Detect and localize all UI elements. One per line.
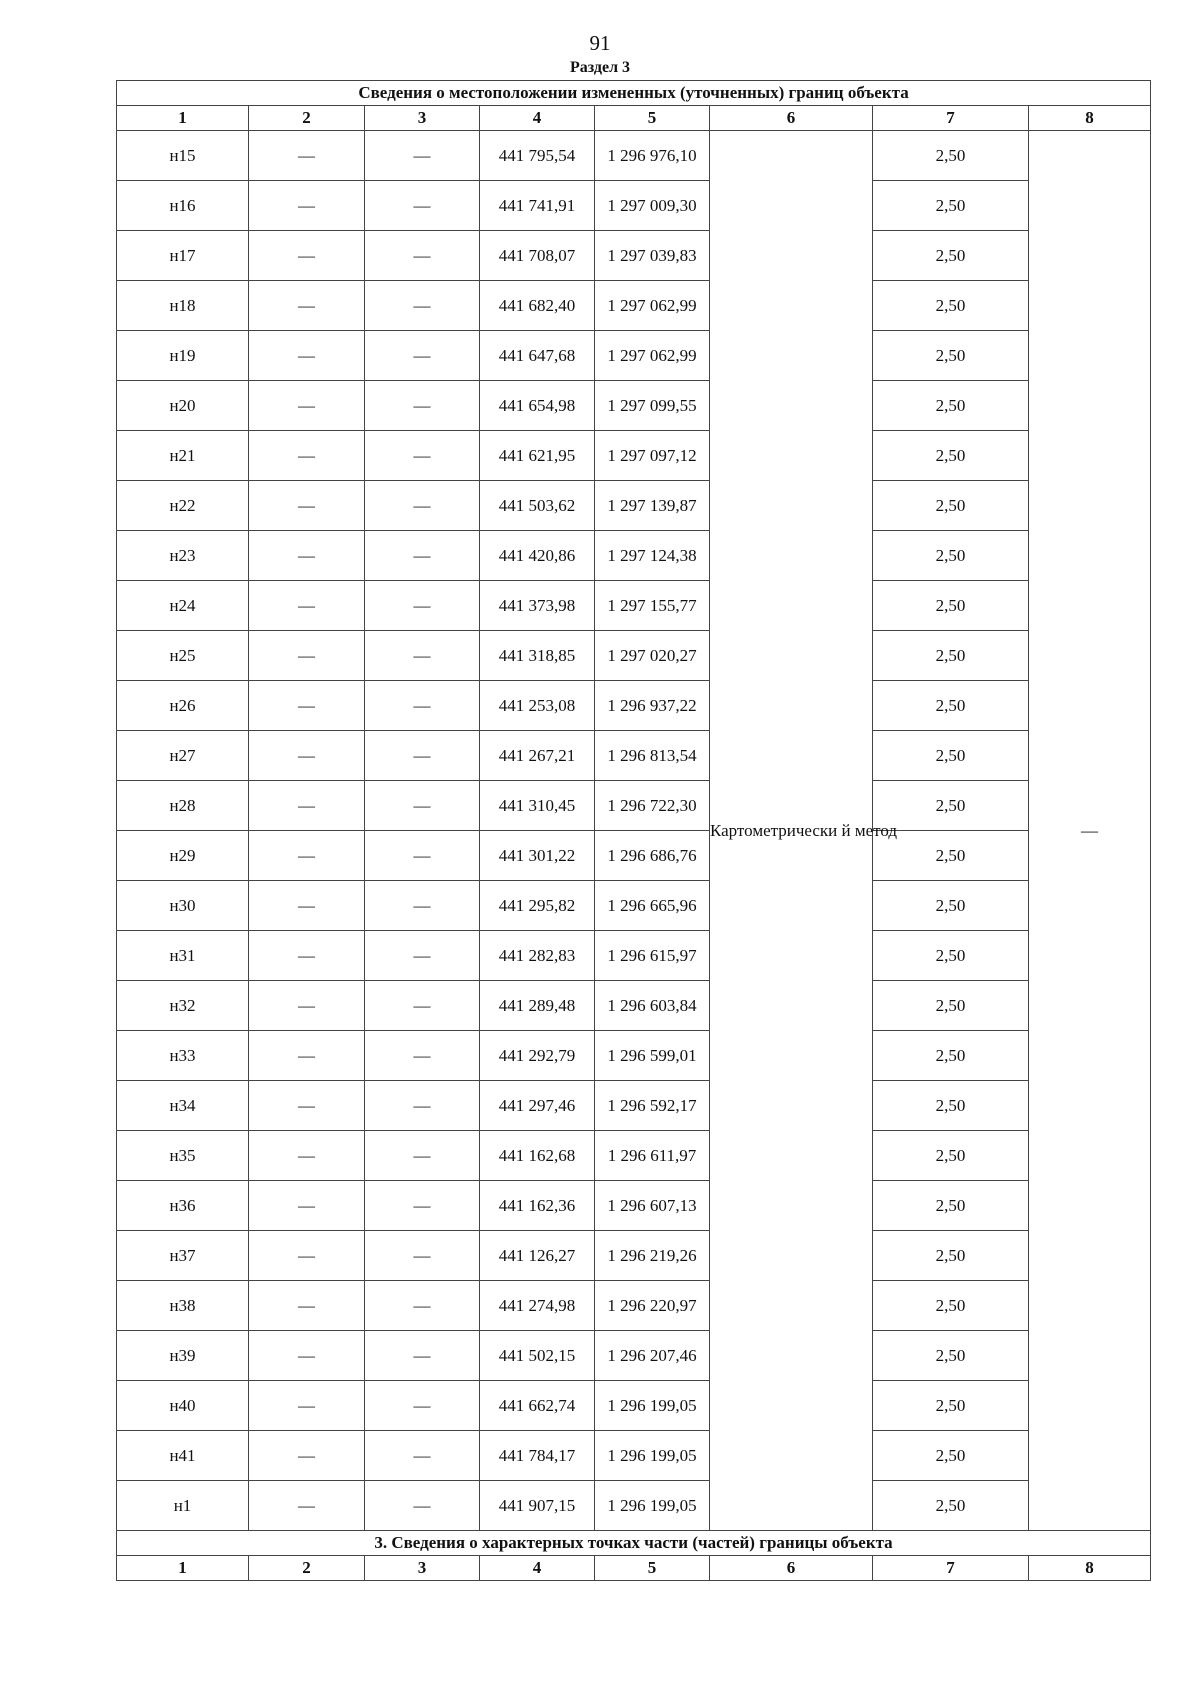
- column-3-value: —: [365, 931, 480, 981]
- coordinate-y: 1 296 207,46: [595, 1331, 710, 1381]
- method-cell: Картометрически й метод: [710, 131, 873, 1531]
- coordinate-x: 441 162,36: [480, 1181, 595, 1231]
- point-name: н1: [117, 1481, 249, 1531]
- coordinate-y: 1 296 665,96: [595, 881, 710, 931]
- column-number-6: 6: [710, 106, 873, 131]
- coordinate-x: 441 318,85: [480, 631, 595, 681]
- column-3-value: —: [365, 1381, 480, 1431]
- column-2-value: —: [249, 1081, 365, 1131]
- accuracy-value: 2,50: [873, 731, 1029, 781]
- column-3-value: —: [365, 631, 480, 681]
- column-2-value: —: [249, 1381, 365, 1431]
- table-row: [117, 381, 1151, 431]
- table-row: [117, 1281, 1151, 1331]
- accuracy-value: 2,50: [873, 181, 1029, 231]
- column-3-value: —: [365, 1031, 480, 1081]
- column-number-7: 7: [873, 106, 1029, 131]
- coordinate-x: 441 662,74: [480, 1381, 595, 1431]
- point-name: н23: [117, 531, 249, 581]
- coordinate-x: 441 289,48: [480, 981, 595, 1031]
- coordinate-x: 441 253,08: [480, 681, 595, 731]
- column-2-value: —: [249, 1331, 365, 1381]
- table-row: [117, 831, 1151, 881]
- coordinate-y: 1 296 199,05: [595, 1431, 710, 1481]
- coordinate-x: 441 310,45: [480, 781, 595, 831]
- accuracy-value: 2,50: [873, 681, 1029, 731]
- table-row: [117, 731, 1151, 781]
- coordinate-x: 441 741,91: [480, 181, 595, 231]
- table-row: [117, 781, 1151, 831]
- coordinate-y: 1 296 199,05: [595, 1481, 710, 1531]
- table-row: [117, 1181, 1151, 1231]
- coordinate-x: 441 502,15: [480, 1331, 595, 1381]
- coordinate-y: 1 296 813,54: [595, 731, 710, 781]
- coordinate-x: 441 292,79: [480, 1031, 595, 1081]
- point-name: н38: [117, 1281, 249, 1331]
- table-banner-row: [117, 81, 1151, 106]
- column-2-value: —: [249, 231, 365, 281]
- accuracy-value: 2,50: [873, 981, 1029, 1031]
- coordinate-y: 1 297 155,77: [595, 581, 710, 631]
- table-row: [117, 581, 1151, 631]
- next-column-number-4: 4: [480, 1556, 595, 1581]
- coordinate-y: 1 297 039,83: [595, 231, 710, 281]
- column-3-value: —: [365, 181, 480, 231]
- table-row: [117, 1431, 1151, 1481]
- point-name: н27: [117, 731, 249, 781]
- column-2-value: —: [249, 881, 365, 931]
- coordinate-y: 1 296 219,26: [595, 1231, 710, 1281]
- table-row: [117, 181, 1151, 231]
- coordinate-x: 441 126,27: [480, 1231, 595, 1281]
- coordinate-x: 441 274,98: [480, 1281, 595, 1331]
- coordinate-x: 441 373,98: [480, 581, 595, 631]
- point-name: н19: [117, 331, 249, 381]
- column-2-value: —: [249, 481, 365, 531]
- column-number-3: 3: [365, 106, 480, 131]
- accuracy-value: 2,50: [873, 231, 1029, 281]
- coordinate-y: 1 296 607,13: [595, 1181, 710, 1231]
- coordinate-y: 1 297 139,87: [595, 481, 710, 531]
- next-section-banner-row: [117, 1531, 1151, 1556]
- column-2-value: —: [249, 631, 365, 681]
- accuracy-value: 2,50: [873, 1381, 1029, 1431]
- coordinate-y: 1 296 592,17: [595, 1081, 710, 1131]
- coordinate-y: 1 297 062,99: [595, 331, 710, 381]
- coordinate-y: 1 297 099,55: [595, 381, 710, 431]
- coordinate-y: 1 296 603,84: [595, 981, 710, 1031]
- table-row: [117, 981, 1151, 1031]
- column-2-value: —: [249, 281, 365, 331]
- coordinate-y: 1 296 611,97: [595, 1131, 710, 1181]
- accuracy-value: 2,50: [873, 1181, 1029, 1231]
- column-2-value: —: [249, 731, 365, 781]
- column-3-value: —: [365, 431, 480, 481]
- coordinate-y: 1 297 020,27: [595, 631, 710, 681]
- coordinate-y: 1 296 686,76: [595, 831, 710, 881]
- column-2-value: —: [249, 781, 365, 831]
- accuracy-value: 2,50: [873, 1331, 1029, 1381]
- column-2-value: —: [249, 331, 365, 381]
- point-name: н37: [117, 1231, 249, 1281]
- column-3-value: —: [365, 1131, 480, 1181]
- column-3-value: —: [365, 1231, 480, 1281]
- table-row: [117, 481, 1151, 531]
- table-banner: Сведения о местоположении измененных (уточненных) границ объекта: [117, 81, 1151, 106]
- coordinate-x: 441 162,68: [480, 1131, 595, 1181]
- table-row: [117, 1131, 1151, 1181]
- column-number-2: 2: [249, 106, 365, 131]
- point-name: н39: [117, 1331, 249, 1381]
- point-name: н18: [117, 281, 249, 331]
- table-row: [117, 1481, 1151, 1531]
- coordinate-y: 1 297 097,12: [595, 431, 710, 481]
- coordinate-y: 1 297 009,30: [595, 181, 710, 231]
- coordinate-x: 441 297,46: [480, 1081, 595, 1131]
- column-2-value: —: [249, 1131, 365, 1181]
- accuracy-value: 2,50: [873, 1431, 1029, 1481]
- coordinate-x: 441 282,83: [480, 931, 595, 981]
- column-3-value: —: [365, 231, 480, 281]
- point-name: н41: [117, 1431, 249, 1481]
- point-name: н21: [117, 431, 249, 481]
- column-number-4: 4: [480, 106, 595, 131]
- next-section-column-number-row: [117, 1556, 1151, 1581]
- column-3-value: —: [365, 481, 480, 531]
- accuracy-value: 2,50: [873, 1481, 1029, 1531]
- coordinate-x: 441 295,82: [480, 881, 595, 931]
- accuracy-value: 2,50: [873, 931, 1029, 981]
- column-2-value: —: [249, 531, 365, 581]
- column-2-value: —: [249, 581, 365, 631]
- next-column-number-5: 5: [595, 1556, 710, 1581]
- coordinate-x: 441 647,68: [480, 331, 595, 381]
- coordinate-x: 441 795,54: [480, 131, 595, 181]
- point-name: н31: [117, 931, 249, 981]
- point-name: н36: [117, 1181, 249, 1231]
- column-2-value: —: [249, 681, 365, 731]
- table-row: [117, 1081, 1151, 1131]
- page-number: 91: [589, 31, 611, 55]
- next-column-number-2: 2: [249, 1556, 365, 1581]
- coordinate-y: 1 297 062,99: [595, 281, 710, 331]
- column-2-value: —: [249, 181, 365, 231]
- point-name: н24: [117, 581, 249, 631]
- column-3-value: —: [365, 531, 480, 581]
- accuracy-value: 2,50: [873, 281, 1029, 331]
- table-row: [117, 131, 1151, 181]
- point-name: н26: [117, 681, 249, 731]
- column-3-value: —: [365, 1181, 480, 1231]
- next-column-number-6: 6: [710, 1556, 873, 1581]
- accuracy-value: 2,50: [873, 431, 1029, 481]
- point-name: н25: [117, 631, 249, 681]
- coordinate-y: 1 296 937,22: [595, 681, 710, 731]
- next-column-number-8: 8: [1029, 1556, 1151, 1581]
- column-3-value: —: [365, 881, 480, 931]
- coordinate-x: 441 784,17: [480, 1431, 595, 1481]
- coordinate-x: 441 654,98: [480, 381, 595, 431]
- coordinate-x: 441 708,07: [480, 231, 595, 281]
- coordinate-x: 441 682,40: [480, 281, 595, 331]
- accuracy-value: 2,50: [873, 331, 1029, 381]
- table-row: [117, 631, 1151, 681]
- coordinate-y: 1 296 220,97: [595, 1281, 710, 1331]
- point-name: н35: [117, 1131, 249, 1181]
- column-number-1: 1: [117, 106, 249, 131]
- column-3-value: —: [365, 1331, 480, 1381]
- coordinate-y: 1 296 722,30: [595, 781, 710, 831]
- coordinate-y: 1 296 599,01: [595, 1031, 710, 1081]
- column-2-value: —: [249, 981, 365, 1031]
- next-column-number-3: 3: [365, 1556, 480, 1581]
- boundary-table: [116, 80, 1151, 1581]
- coordinate-x: 441 907,15: [480, 1481, 595, 1531]
- accuracy-value: 2,50: [873, 831, 1029, 881]
- column-number-row: [117, 106, 1151, 131]
- column-3-value: —: [365, 581, 480, 631]
- column-3-value: —: [365, 1081, 480, 1131]
- next-column-number-1: 1: [117, 1556, 249, 1581]
- accuracy-value: 2,50: [873, 531, 1029, 581]
- accuracy-value: 2,50: [873, 481, 1029, 531]
- column-2-value: —: [249, 1181, 365, 1231]
- table-row: [117, 1381, 1151, 1431]
- column-2-value: —: [249, 1281, 365, 1331]
- accuracy-value: 2,50: [873, 1131, 1029, 1181]
- column-2-value: —: [249, 931, 365, 981]
- accuracy-value: 2,50: [873, 1081, 1029, 1131]
- table-row: [117, 681, 1151, 731]
- column-2-value: —: [249, 1481, 365, 1531]
- table-body: [117, 81, 1151, 1581]
- accuracy-value: 2,50: [873, 381, 1029, 431]
- column-3-value: —: [365, 981, 480, 1031]
- point-name: н20: [117, 381, 249, 431]
- accuracy-value: 2,50: [873, 881, 1029, 931]
- table-row: [117, 281, 1151, 331]
- point-name: н32: [117, 981, 249, 1031]
- table-row: [117, 231, 1151, 281]
- accuracy-value: 2,50: [873, 631, 1029, 681]
- column-3-value: —: [365, 681, 480, 731]
- table-row: [117, 1231, 1151, 1281]
- accuracy-value: 2,50: [873, 1031, 1029, 1081]
- column-2-value: —: [249, 1431, 365, 1481]
- coordinate-y: 1 297 124,38: [595, 531, 710, 581]
- column-3-value: —: [365, 831, 480, 881]
- column-3-value: —: [365, 781, 480, 831]
- column-3-value: —: [365, 331, 480, 381]
- section-title: Раздел 3: [569, 59, 631, 76]
- column-number-5: 5: [595, 106, 710, 131]
- column-2-value: —: [249, 831, 365, 881]
- point-name: н16: [117, 181, 249, 231]
- column-2-value: —: [249, 381, 365, 431]
- table-row: [117, 881, 1151, 931]
- coordinate-x: 441 621,95: [480, 431, 595, 481]
- accuracy-value: 2,50: [873, 131, 1029, 181]
- column-3-value: —: [365, 381, 480, 431]
- point-name: н15: [117, 131, 249, 181]
- column-3-value: —: [365, 1431, 480, 1481]
- table-row: [117, 531, 1151, 581]
- accuracy-value: 2,50: [873, 1231, 1029, 1281]
- point-name: н22: [117, 481, 249, 531]
- column-number-8: 8: [1029, 106, 1151, 131]
- point-name: н17: [117, 231, 249, 281]
- column-2-value: —: [249, 1031, 365, 1081]
- point-name: н40: [117, 1381, 249, 1431]
- column-3-value: —: [365, 281, 480, 331]
- point-name: н29: [117, 831, 249, 881]
- table-row: [117, 1331, 1151, 1381]
- column-2-value: —: [249, 431, 365, 481]
- column-8-value: —: [1029, 131, 1151, 1531]
- coordinate-y: 1 296 976,10: [595, 131, 710, 181]
- accuracy-value: 2,50: [873, 781, 1029, 831]
- table-row: [117, 931, 1151, 981]
- next-section-banner: 3. Сведения о характерных точках части (частей) границы объекта: [117, 1531, 1151, 1556]
- table-row: [117, 331, 1151, 381]
- coordinate-x: 441 420,86: [480, 531, 595, 581]
- column-2-value: —: [249, 131, 365, 181]
- point-name: н30: [117, 881, 249, 931]
- coordinate-y: 1 296 615,97: [595, 931, 710, 981]
- accuracy-value: 2,50: [873, 1281, 1029, 1331]
- coordinate-x: 441 301,22: [480, 831, 595, 881]
- coordinate-x: 441 503,62: [480, 481, 595, 531]
- table-row: [117, 431, 1151, 481]
- column-2-value: —: [249, 1231, 365, 1281]
- column-3-value: —: [365, 731, 480, 781]
- table-row: [117, 1031, 1151, 1081]
- coordinate-y: 1 296 199,05: [595, 1381, 710, 1431]
- coordinate-x: 441 267,21: [480, 731, 595, 781]
- column-3-value: —: [365, 1281, 480, 1331]
- column-3-value: —: [365, 1481, 480, 1531]
- point-name: н33: [117, 1031, 249, 1081]
- point-name: н34: [117, 1081, 249, 1131]
- next-column-number-7: 7: [873, 1556, 1029, 1581]
- accuracy-value: 2,50: [873, 581, 1029, 631]
- point-name: н28: [117, 781, 249, 831]
- column-3-value: —: [365, 131, 480, 181]
